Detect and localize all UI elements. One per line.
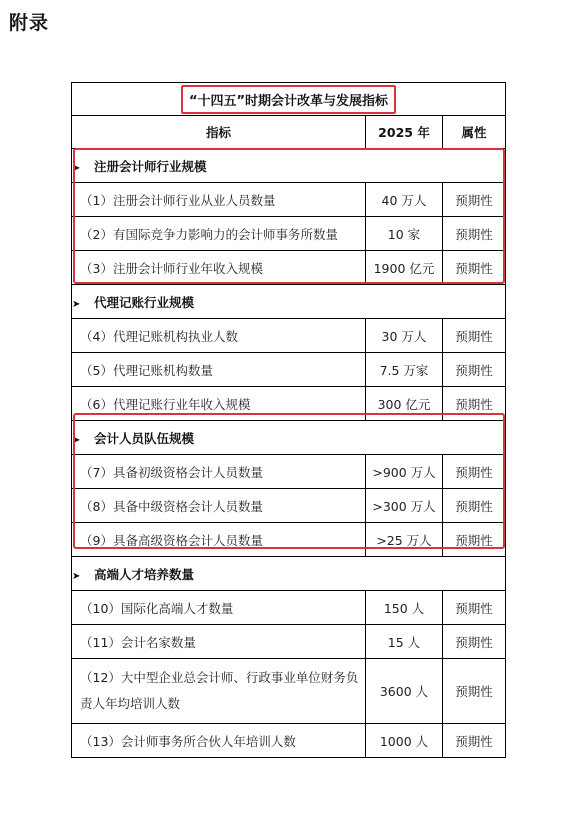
indicator-cell: （1）注册会计师行业从业人员数量	[72, 183, 366, 217]
indicator-cell: （4）代理记账机构执业人数	[72, 319, 366, 353]
table-row	[72, 659, 506, 724]
attribute-cell: 预期性	[443, 659, 506, 724]
indicator-cell: （6）代理记账行业年收入规模	[72, 387, 366, 421]
table-row	[72, 319, 506, 353]
page-heading: 附录	[9, 12, 50, 34]
value-cell: 40 万人	[366, 183, 443, 217]
value-cell: 7.5 万家	[366, 353, 443, 387]
value-cell: 30 万人	[366, 319, 443, 353]
indicator-cell: （2）有国际竞争力影响力的会计师事务所数量	[72, 217, 366, 251]
indicator-cell: （3）注册会计师行业年收入规模	[72, 251, 366, 285]
indicator-cell: （13）会计师事务所合伙人年培训人数	[72, 724, 366, 758]
section-title: 代理记账行业规模	[94, 294, 195, 310]
indicator-cell: （12）大中型企业总会计师、行政事业单位财务负责人年均培训人数	[72, 659, 366, 724]
section-title: 高端人才培养数量	[94, 566, 195, 582]
value-cell: 3600 人	[366, 659, 443, 724]
table-row	[72, 523, 506, 557]
arrow-bullet-icon: ➤	[72, 434, 81, 446]
attribute-cell: 预期性	[443, 353, 506, 387]
section-row	[72, 285, 506, 319]
attribute-cell: 预期性	[443, 455, 506, 489]
table-row	[72, 183, 506, 217]
table-title: “十四五”时期会计改革与发展指标	[181, 85, 396, 114]
attribute-cell: 预期性	[443, 217, 506, 251]
attribute-cell: 预期性	[443, 591, 506, 625]
value-cell: >900 万人	[366, 455, 443, 489]
header-year: 2025 年	[366, 116, 443, 149]
section-title: 会计人员队伍规模	[94, 430, 195, 446]
attribute-cell: 预期性	[443, 251, 506, 285]
section-row	[72, 557, 506, 591]
arrow-bullet-icon: ➤	[72, 298, 81, 310]
attribute-cell: 预期性	[443, 489, 506, 523]
value-cell: 1900 亿元	[366, 251, 443, 285]
table-row	[72, 353, 506, 387]
attribute-cell: 预期性	[443, 724, 506, 758]
value-cell: 300 亿元	[366, 387, 443, 421]
attribute-cell: 预期性	[443, 625, 506, 659]
value-cell: 150 人	[366, 591, 443, 625]
table-row	[72, 455, 506, 489]
table-row	[72, 217, 506, 251]
table-row	[72, 387, 506, 421]
arrow-bullet-icon: ➤	[72, 162, 81, 174]
header-attribute: 属性	[443, 116, 506, 149]
indicator-cell: （9）具备高级资格会计人员数量	[72, 523, 366, 557]
table-row	[72, 251, 506, 285]
table-row	[72, 724, 506, 758]
header-indicator: 指标	[72, 116, 366, 149]
attribute-cell: 预期性	[443, 387, 506, 421]
indicator-table	[71, 82, 506, 758]
indicator-cell: （11）会计名家数量	[72, 625, 366, 659]
value-cell: >300 万人	[366, 489, 443, 523]
value-cell: 1000 人	[366, 724, 443, 758]
table-header-row	[72, 116, 506, 149]
attribute-cell: 预期性	[443, 319, 506, 353]
value-cell: 10 家	[366, 217, 443, 251]
indicator-cell: （7）具备初级资格会计人员数量	[72, 455, 366, 489]
value-cell: >25 万人	[366, 523, 443, 557]
table-row	[72, 489, 506, 523]
indicator-cell: （5）代理记账机构数量	[72, 353, 366, 387]
indicator-cell: （10）国际化高端人才数量	[72, 591, 366, 625]
section-row	[72, 149, 506, 183]
table-row	[72, 591, 506, 625]
attribute-cell: 预期性	[443, 183, 506, 217]
indicator-cell: （8）具备中级资格会计人员数量	[72, 489, 366, 523]
section-title: 注册会计师行业规模	[94, 158, 207, 174]
table-row	[72, 625, 506, 659]
table-title-row	[72, 83, 506, 116]
value-cell: 15 人	[366, 625, 443, 659]
section-row	[72, 421, 506, 455]
arrow-bullet-icon: ➤	[72, 570, 81, 582]
attribute-cell: 预期性	[443, 523, 506, 557]
